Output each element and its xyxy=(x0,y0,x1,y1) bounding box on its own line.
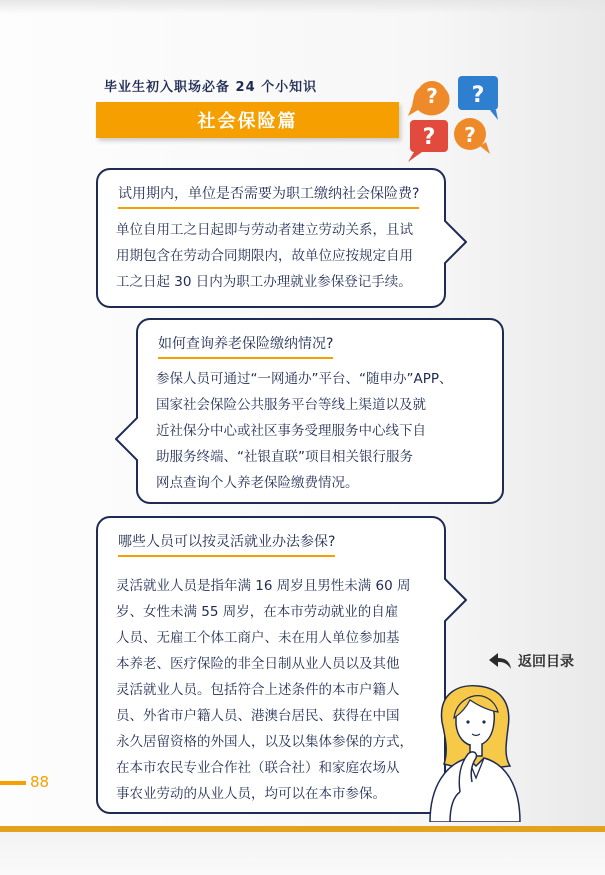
section-title: 社会保险篇 xyxy=(197,111,298,132)
answer-line: 近社保分中心或社区事务受理服务中心线下自 xyxy=(156,423,426,439)
thinking-woman-illustration xyxy=(420,682,530,822)
answer-line: 事农业劳动的从业人员，均可以在本市参保。 xyxy=(116,786,386,802)
page-number-accent xyxy=(0,781,26,785)
question: 试用期内，单位是否需要为职工缴纳社会保险费? xyxy=(118,184,419,209)
answer-line: 国家社会保险公共服务平台等线上渠道以及就 xyxy=(156,397,426,413)
qa-card-pension-query xyxy=(136,318,504,504)
answer-line: 参保人员可通过“一网通办”平台、“随申办”APP、 xyxy=(156,371,453,387)
answer-line: 灵活就业人员。包括符合上述条件的本市户籍人 xyxy=(116,682,400,698)
answer-line: 在本市农民专业合作社（联合社）和家庭农场从 xyxy=(116,760,400,776)
answer xyxy=(116,573,436,807)
footer-shadow xyxy=(0,832,605,875)
svg-text:?: ? xyxy=(422,125,436,150)
speech-tail xyxy=(114,415,138,463)
answer-line: 本养老、医疗保险的非全日制从业人员以及其他 xyxy=(116,656,400,672)
question-bubbles-icon xyxy=(400,72,510,164)
answer-line: 单位自用工之日起即与劳动者建立劳动关系，且试 xyxy=(116,222,413,238)
top-edge-shadow xyxy=(0,0,605,14)
speech-tail xyxy=(444,218,468,266)
answer-line: 用期包含在劳动合同期限内，故单位应按规定自用 xyxy=(116,248,413,264)
answer-line: 员、外省市户籍人员、港澳台居民、获得在中国 xyxy=(116,708,400,724)
back-to-contents-link[interactable] xyxy=(488,651,574,671)
svg-text:?: ? xyxy=(464,123,476,147)
qa-card-flexible-employment xyxy=(96,516,446,814)
answer-line: 人员、无雇工个体工商户、未在用人单位参加基 xyxy=(116,630,400,646)
answer-line: 工之日起 30 日内为职工办理就业参保登记手续。 xyxy=(116,274,412,290)
back-to-contents-label: 返回目录 xyxy=(518,654,574,670)
question: 如何查询养老保险缴纳情况? xyxy=(158,334,333,359)
question: 哪些人员可以按灵活就业办法参保? xyxy=(118,532,335,557)
answer-line: 助服务终端、“社银直联”项目相关银行服务 xyxy=(156,449,413,465)
qa-card-probation xyxy=(96,168,446,308)
return-arrow-icon xyxy=(488,652,512,670)
answer xyxy=(156,366,496,496)
svg-text:?: ? xyxy=(471,83,485,108)
series-title: 毕业生初入职场必备 24 个小知识 xyxy=(104,80,318,95)
svg-text:?: ? xyxy=(426,84,438,108)
answer-line: 网点查询个人养老保险缴费情况。 xyxy=(156,475,359,491)
section-banner xyxy=(96,102,399,138)
answer xyxy=(116,217,436,295)
speech-tail xyxy=(444,576,468,624)
page-number: 88 xyxy=(30,773,50,791)
answer-line: 岁、女性未满 55 周岁，在本市劳动就业的自雇 xyxy=(116,604,399,620)
answer-line: 灵活就业人员是指年满 16 周岁且男性未满 60 周 xyxy=(116,578,411,594)
answer-line: 永久居留资格的外国人，以及以集体参保的方式， xyxy=(116,734,413,750)
